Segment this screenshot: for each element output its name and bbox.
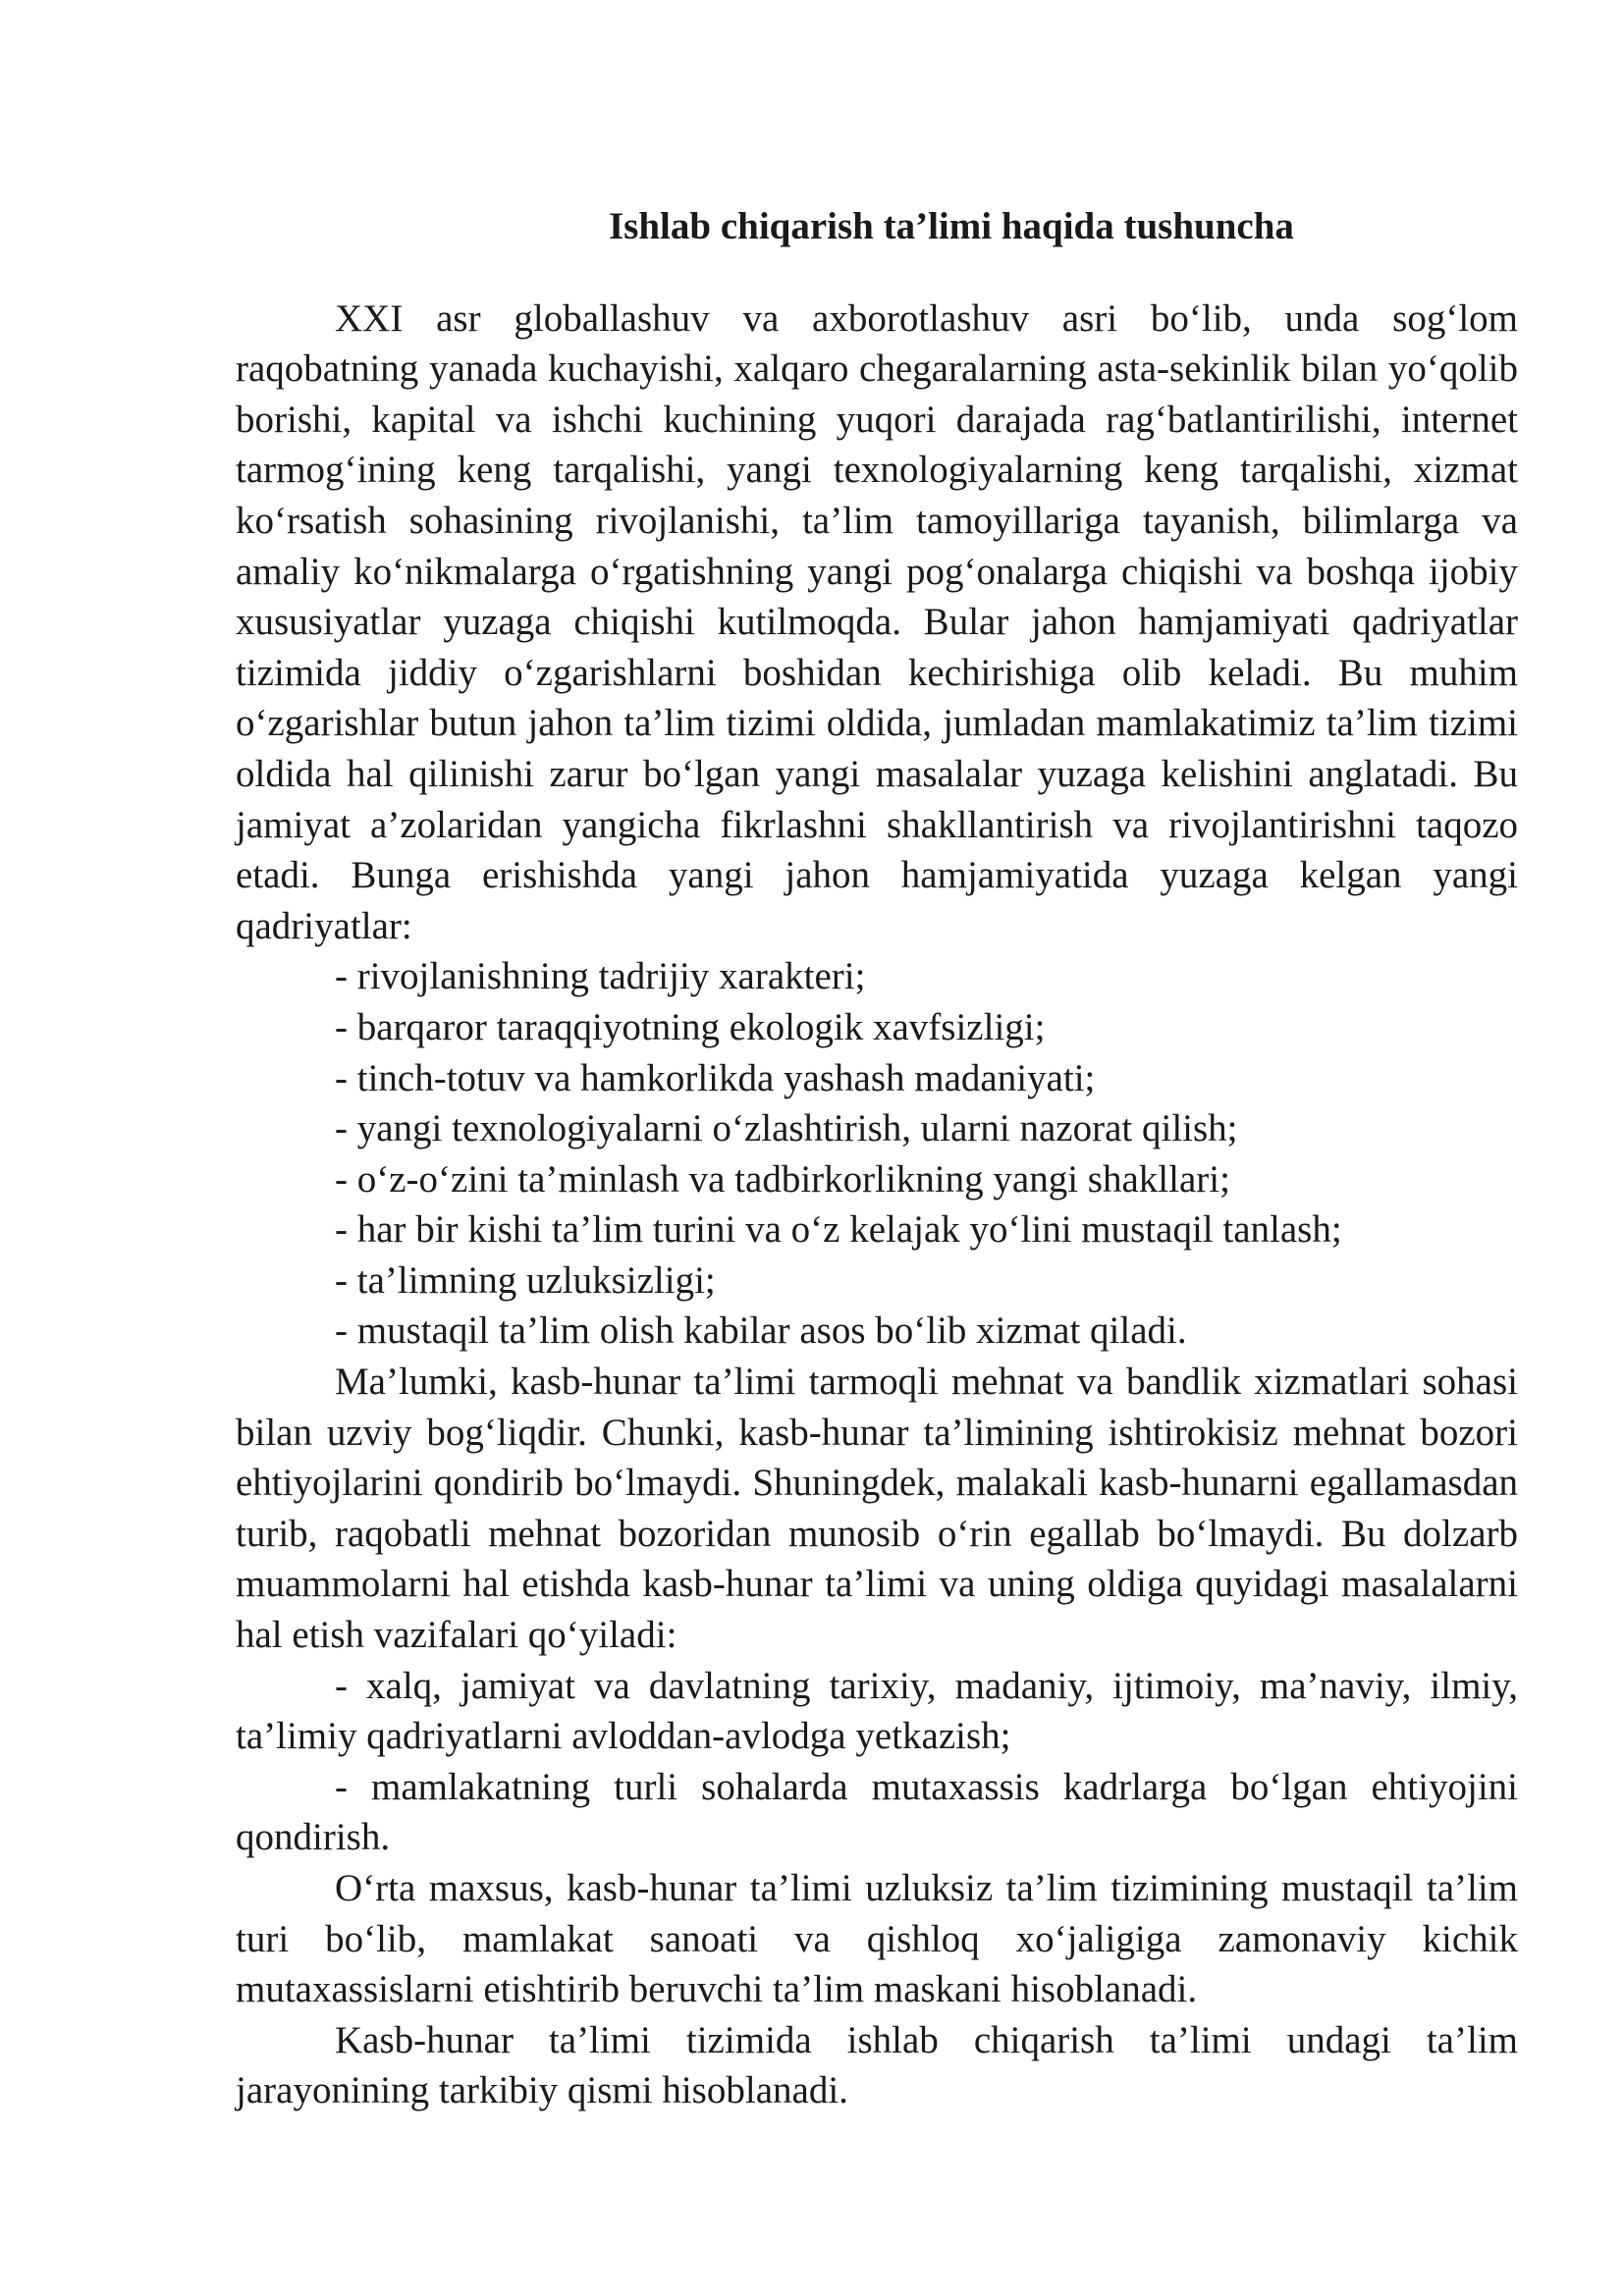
list-item: - barqaror taraqqiyotning ekologik xavfsizligi; — [335, 1005, 1046, 1048]
list-item: - yangi texnologiyalarni o‘zlashtirish, ularni nazorat qilish; — [335, 1107, 1238, 1150]
paragraph-vocational: Ma’lumki, kasb-hunar ta’limi tarmoqli mehnat va bandlik xizmatlari sohasi bilan uzviy bog‘liqdir. Chunki, kasb-hunar ta’limining ishtirokisiz mehnat bozori ehtiyojlarini qondirib bo‘lmaydi. Shuningdek, malakali kasb-hunarni egallamasdan turib, raqobatli mehnat bozoridan munosib o‘rin egallab bo‘lmaydi. Bu dolzarb muammolarni hal etishda kasb-hunar ta’limi va uning oldiga quyidagi masalalarni hal etish vazifalari qo‘yiladi: — [236, 1361, 1518, 1657]
list-item: - mamlakatning turli sohalarda mutaxassis kadrlarga bo‘lgan ehtiyojini qondirish. — [236, 1765, 1518, 1859]
paragraph-conclusion: Kasb-hunar ta’limi tizimida ishlab chiqarish ta’limi undagi ta’lim jarayonining tarkibiy qismi hisoblanadi. — [236, 2018, 1518, 2112]
list-item: - ta’limning uzluksizligi; — [335, 1258, 716, 1302]
list-item: - tinch-totuv va hamkorlikda yashash madaniyati; — [335, 1056, 1096, 1099]
tasks-list — [236, 1661, 1518, 1863]
values-list — [236, 951, 1518, 1357]
page-title: Ishlab chiqarish ta’limi haqida tushuncha — [609, 205, 1294, 247]
list-item: - xalq, jamiyat va davlatning tarixiy, madaniy, ijtimoiy, ma’naviy, ilmiy, ta’limiy qadriyatlarni avloddan-avlodga yetkazish; — [236, 1664, 1518, 1758]
list-item: - mustaqil ta’lim olish kabilar asos bo‘lib xizmat qiladi. — [335, 1309, 1187, 1353]
paragraph-secondary: O‘rta maxsus, kasb-hunar ta’limi uzluksiz ta’lim tizimining mustaqil ta’lim turi bo‘lib, mamlakat sanoati va qishloq xo‘jaligiga zamonaviy kichik mutaxassislarni etishtirib beruvchi ta’lim maskani hisoblanadi. — [236, 1867, 1518, 2011]
paragraph-intro: XXI asr globallashuv va axborotlashuv asri bo‘lib, unda sog‘lom raqobatning yanada kuchayishi, xalqaro chegaralarning asta-sekinlik bilan yo‘qolib borishi, kapital va ishchi kuchining yuqori darajada rag‘batlantirilishi, internet tarmog‘ining keng tarqalishi, yangi texnologiyalarning keng tarqalishi, xizmat ko‘rsatish sohasining rivojlanishi, ta’lim tamoyillariga tayanish, bilimlarga va amaliy ko‘nikmalarga o‘rgatishning yangi pog‘onalarga chiqishi va boshqa ijobiy xususiyatlar yuzaga chiqishi kutilmoqda. Bular jahon hamjamiyati qadriyatlar tizimida jiddiy o‘zgarishlarni boshidan kechirishiga olib keladi. Bu muhim o‘zgarishlar butun jahon ta’lim tizimi oldida, jumladan mamlakatimiz ta’lim tizimi oldida hal qilinishi zarur bo‘lgan yangi masalalar yuzaga kelishini anglatadi. Bu jamiyat a’zolaridan yangicha fikrlashni shakllantirish va rivojlantirishni taqozo etadi. Bunga erishishda yangi jahon hamjamiyatida yuzaga kelgan yangi qadriyatlar: — [236, 296, 1518, 947]
list-item: - har bir kishi ta’lim turini va o‘z kelajak yo‘lini mustaqil tanlash; — [335, 1208, 1342, 1252]
list-item: - rivojlanishning tadrijiy xarakteri; — [335, 955, 866, 998]
list-item: - o‘z-o‘zini ta’minlash va tadbirkorlikning yangi shakllari; — [335, 1157, 1230, 1201]
document-page — [236, 201, 1518, 2116]
